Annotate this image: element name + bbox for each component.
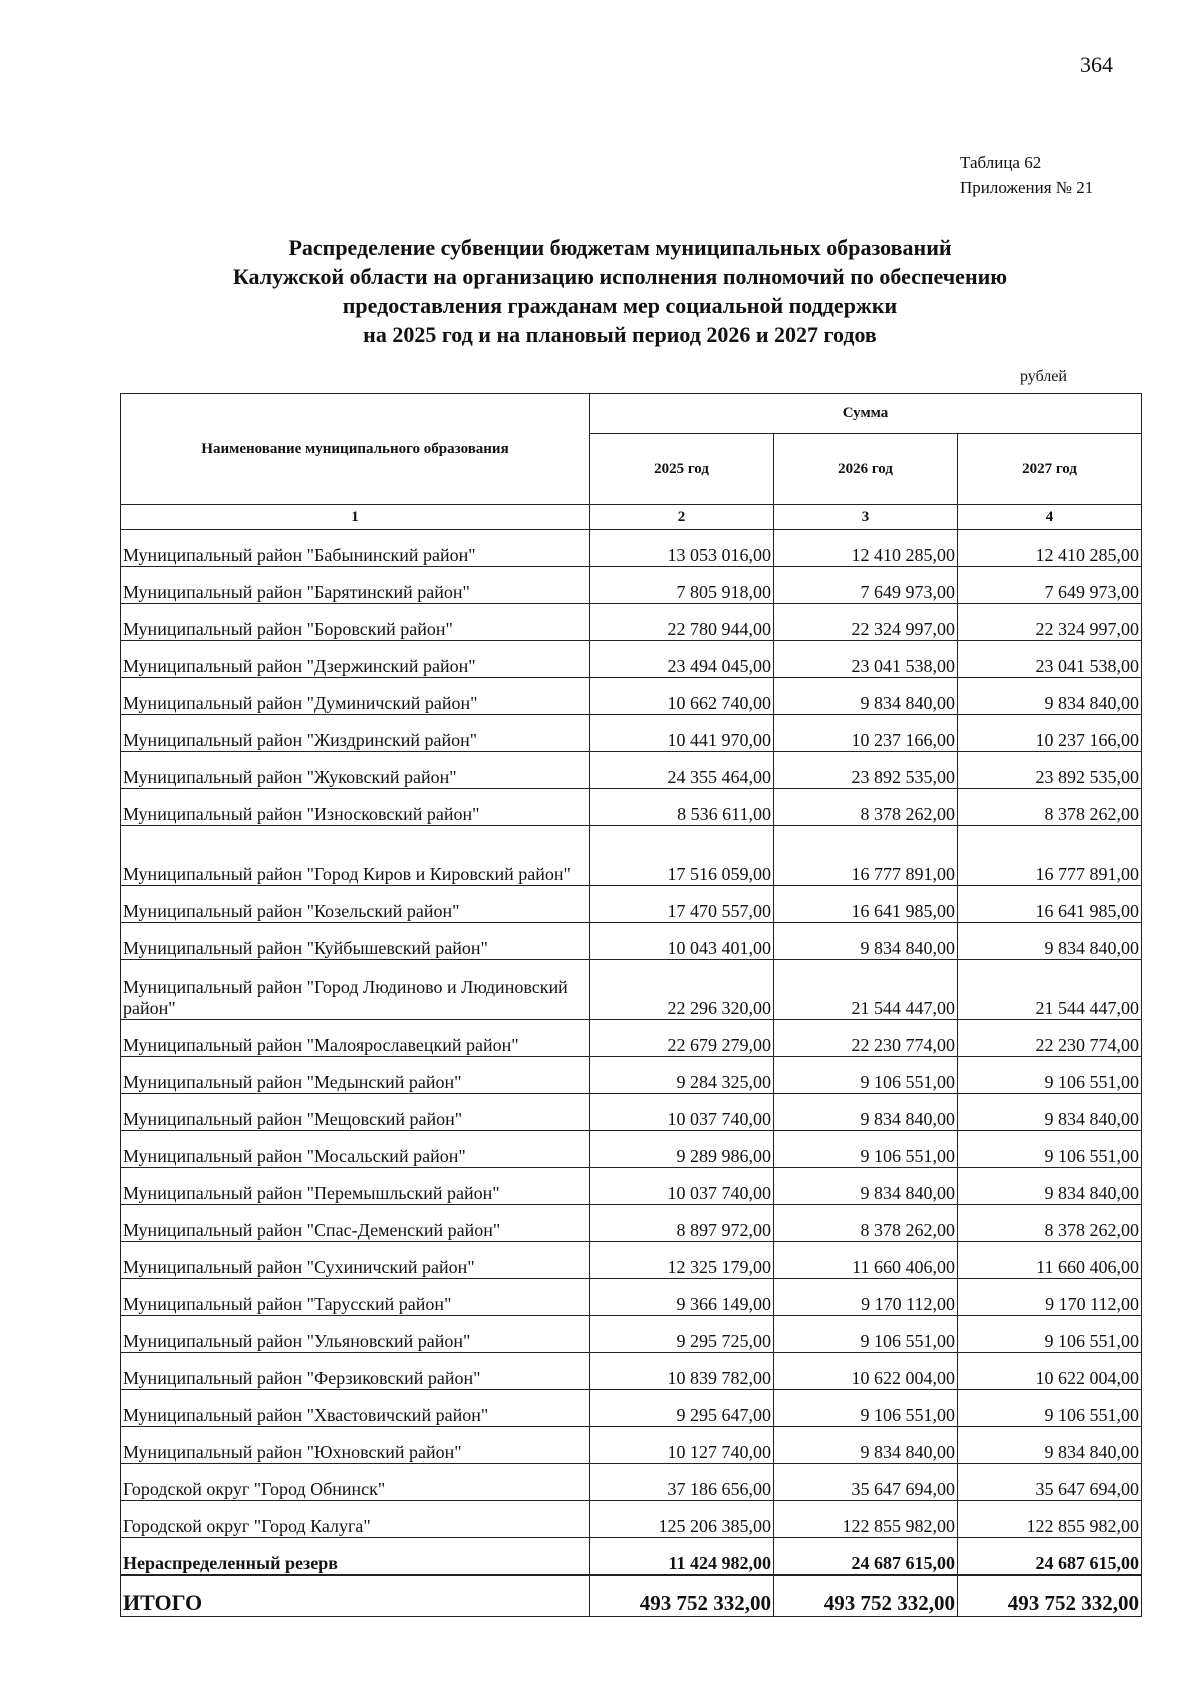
- value-2026: 7 649 973,00: [774, 567, 958, 604]
- municipality-name: Муниципальный район "Город Людиново и Людиновский район": [121, 960, 590, 1020]
- value-2026: 9 170 112,00: [774, 1279, 958, 1316]
- table-row: [121, 1168, 1142, 1205]
- municipality-name: Муниципальный район "Ульяновский район": [121, 1316, 590, 1353]
- reserve-2026: 24 687 615,00: [774, 1538, 958, 1576]
- value-2025: 10 043 401,00: [590, 923, 774, 960]
- table-row: [121, 1390, 1142, 1427]
- table-row: [121, 715, 1142, 752]
- municipality-name: Муниципальный район "Мосальский район": [121, 1131, 590, 1168]
- value-2025: 10 037 740,00: [590, 1168, 774, 1205]
- value-2025: 10 441 970,00: [590, 715, 774, 752]
- value-2025: 17 516 059,00: [590, 826, 774, 886]
- table-row: [121, 1205, 1142, 1242]
- municipality-name: Муниципальный район "Перемышльский район": [121, 1168, 590, 1205]
- column-number: 4: [958, 505, 1142, 530]
- table-row: [121, 530, 1142, 567]
- value-2025: 37 186 656,00: [590, 1464, 774, 1501]
- value-2025: 125 206 385,00: [590, 1501, 774, 1538]
- value-2026: 9 834 840,00: [774, 1427, 958, 1464]
- table-row: [121, 641, 1142, 678]
- total-row: [121, 1575, 1142, 1617]
- reserve-row: [121, 1538, 1142, 1576]
- table-row: [121, 752, 1142, 789]
- column-number: 3: [774, 505, 958, 530]
- value-2027: 12 410 285,00: [958, 530, 1142, 567]
- units-label: рублей: [1020, 368, 1067, 385]
- value-2025: 9 295 725,00: [590, 1316, 774, 1353]
- value-2027: 9 106 551,00: [958, 1316, 1142, 1353]
- value-2027: 35 647 694,00: [958, 1464, 1142, 1501]
- table-row: [121, 1501, 1142, 1538]
- table-reference-line1: Таблица 62: [960, 153, 1042, 172]
- table-row: [121, 604, 1142, 641]
- table-row: [121, 886, 1142, 923]
- value-2025: 8 897 972,00: [590, 1205, 774, 1242]
- value-2027: 23 041 538,00: [958, 641, 1142, 678]
- value-2026: 11 660 406,00: [774, 1242, 958, 1279]
- table-row: [121, 1131, 1142, 1168]
- table-row: [121, 789, 1142, 826]
- total-2027: 493 752 332,00: [958, 1575, 1142, 1617]
- subvention-table: [120, 393, 1142, 1617]
- header-sum: Сумма: [590, 394, 1142, 434]
- value-2027: 9 106 551,00: [958, 1057, 1142, 1094]
- value-2025: 9 289 986,00: [590, 1131, 774, 1168]
- value-2026: 23 892 535,00: [774, 752, 958, 789]
- value-2027: 21 544 447,00: [958, 960, 1142, 1020]
- value-2025: 23 494 045,00: [590, 641, 774, 678]
- municipality-name: Муниципальный район "Дзержинский район": [121, 641, 590, 678]
- table-row: [121, 1316, 1142, 1353]
- header-name-column: Наименование муниципального образования: [121, 394, 590, 505]
- table-row: [121, 567, 1142, 604]
- municipality-name: Городской округ "Город Калуга": [121, 1501, 590, 1538]
- value-2025: 22 296 320,00: [590, 960, 774, 1020]
- municipality-name: Муниципальный район "Хвастовичский район": [121, 1390, 590, 1427]
- table-reference: [960, 150, 1093, 200]
- value-2026: 12 410 285,00: [774, 530, 958, 567]
- value-2025: 9 284 325,00: [590, 1057, 774, 1094]
- value-2026: 122 855 982,00: [774, 1501, 958, 1538]
- value-2027: 9 170 112,00: [958, 1279, 1142, 1316]
- value-2026: 8 378 262,00: [774, 1205, 958, 1242]
- value-2027: 16 777 891,00: [958, 826, 1142, 886]
- value-2027: 23 892 535,00: [958, 752, 1142, 789]
- value-2027: 10 237 166,00: [958, 715, 1142, 752]
- municipality-name: Муниципальный район "Боровский район": [121, 604, 590, 641]
- value-2027: 10 622 004,00: [958, 1353, 1142, 1390]
- table-row: [121, 1464, 1142, 1501]
- value-2025: 8 536 611,00: [590, 789, 774, 826]
- value-2026: 9 834 840,00: [774, 678, 958, 715]
- value-2026: 35 647 694,00: [774, 1464, 958, 1501]
- total-2026: 493 752 332,00: [774, 1575, 958, 1617]
- value-2025: 10 839 782,00: [590, 1353, 774, 1390]
- municipality-name: Муниципальный район "Жиздринский район": [121, 715, 590, 752]
- municipality-name: Муниципальный район "Мещовский район": [121, 1094, 590, 1131]
- value-2026: 10 237 166,00: [774, 715, 958, 752]
- value-2027: 9 834 840,00: [958, 923, 1142, 960]
- table-row: [121, 960, 1142, 1020]
- document-title: [100, 233, 1140, 349]
- value-2025: 7 805 918,00: [590, 567, 774, 604]
- header-year-2027: 2027 год: [958, 434, 1142, 505]
- municipality-name: Муниципальный район "Износковский район": [121, 789, 590, 826]
- value-2026: 9 106 551,00: [774, 1131, 958, 1168]
- title-line-2: Калужской области на организацию исполнения полномочий по обеспечению: [232, 264, 1008, 289]
- municipality-name: Муниципальный район "Сухиничский район": [121, 1242, 590, 1279]
- municipality-name: Муниципальный район "Юхновский район": [121, 1427, 590, 1464]
- reserve-2025: 11 424 982,00: [590, 1538, 774, 1576]
- page-number: 364: [1080, 52, 1113, 77]
- value-2027: 9 834 840,00: [958, 1427, 1142, 1464]
- value-2025: 9 295 647,00: [590, 1390, 774, 1427]
- municipality-name: Муниципальный район "Жуковский район": [121, 752, 590, 789]
- value-2026: 9 834 840,00: [774, 1168, 958, 1205]
- municipality-name: Муниципальный район "Ферзиковский район": [121, 1353, 590, 1390]
- table-row: [121, 1353, 1142, 1390]
- value-2025: 10 127 740,00: [590, 1427, 774, 1464]
- value-2027: 9 106 551,00: [958, 1390, 1142, 1427]
- table-row: [121, 1427, 1142, 1464]
- municipality-name: Муниципальный район "Город Киров и Кировский район": [121, 826, 590, 886]
- value-2026: 9 834 840,00: [774, 923, 958, 960]
- column-number: 2: [590, 505, 774, 530]
- value-2027: 7 649 973,00: [958, 567, 1142, 604]
- table-row: [121, 1094, 1142, 1131]
- value-2025: 9 366 149,00: [590, 1279, 774, 1316]
- value-2025: 22 780 944,00: [590, 604, 774, 641]
- municipality-name: Муниципальный район "Бабынинский район": [121, 530, 590, 567]
- municipality-name: Муниципальный район "Спас-Деменский район": [121, 1205, 590, 1242]
- column-number: 1: [121, 505, 590, 530]
- value-2027: 22 230 774,00: [958, 1020, 1142, 1057]
- table-row: [121, 1242, 1142, 1279]
- municipality-name: Муниципальный район "Козельский район": [121, 886, 590, 923]
- value-2027: 16 641 985,00: [958, 886, 1142, 923]
- value-2026: 23 041 538,00: [774, 641, 958, 678]
- table-row: [121, 1020, 1142, 1057]
- value-2026: 22 324 997,00: [774, 604, 958, 641]
- total-2025: 493 752 332,00: [590, 1575, 774, 1617]
- municipality-name: Муниципальный район "Тарусский район": [121, 1279, 590, 1316]
- value-2026: 9 106 551,00: [774, 1390, 958, 1427]
- table-row: [121, 1057, 1142, 1094]
- value-2027: 9 834 840,00: [958, 678, 1142, 715]
- value-2025: 10 037 740,00: [590, 1094, 774, 1131]
- value-2027: 9 106 551,00: [958, 1131, 1142, 1168]
- municipality-name: Муниципальный район "Барятинский район": [121, 567, 590, 604]
- header-year-2025: 2025 год: [590, 434, 774, 505]
- value-2026: 16 641 985,00: [774, 886, 958, 923]
- title-line-4: на 2025 год и на плановый период 2026 и 2027 годов: [363, 322, 877, 347]
- value-2027: 11 660 406,00: [958, 1242, 1142, 1279]
- reserve-2027: 24 687 615,00: [958, 1538, 1142, 1576]
- table-reference-line2: Приложения № 21: [960, 178, 1094, 197]
- value-2027: 8 378 262,00: [958, 789, 1142, 826]
- value-2025: 13 053 016,00: [590, 530, 774, 567]
- title-line-3: предоставления гражданам мер социальной поддержки: [342, 293, 898, 318]
- value-2026: 16 777 891,00: [774, 826, 958, 886]
- value-2025: 10 662 740,00: [590, 678, 774, 715]
- value-2025: 24 355 464,00: [590, 752, 774, 789]
- value-2027: 9 834 840,00: [958, 1094, 1142, 1131]
- municipality-name: Муниципальный район "Думиничский район": [121, 678, 590, 715]
- header-year-2026: 2026 год: [774, 434, 958, 505]
- municipality-name: Муниципальный район "Медынский район": [121, 1057, 590, 1094]
- municipality-name: Муниципальный район "Малоярославецкий район": [121, 1020, 590, 1057]
- table-row: [121, 678, 1142, 715]
- value-2026: 8 378 262,00: [774, 789, 958, 826]
- value-2026: 21 544 447,00: [774, 960, 958, 1020]
- value-2026: 22 230 774,00: [774, 1020, 958, 1057]
- value-2026: 10 622 004,00: [774, 1353, 958, 1390]
- municipality-name: Муниципальный район "Куйбышевский район": [121, 923, 590, 960]
- value-2025: 22 679 279,00: [590, 1020, 774, 1057]
- value-2026: 9 834 840,00: [774, 1094, 958, 1131]
- value-2025: 12 325 179,00: [590, 1242, 774, 1279]
- municipality-name: Городской округ "Город Обнинск": [121, 1464, 590, 1501]
- table-row: [121, 1279, 1142, 1316]
- total-name: ИТОГО: [121, 1575, 590, 1617]
- value-2026: 9 106 551,00: [774, 1057, 958, 1094]
- table-row: [121, 826, 1142, 886]
- reserve-name: Нераспределенный резерв: [121, 1538, 590, 1576]
- value-2027: 22 324 997,00: [958, 604, 1142, 641]
- title-line-1: Распределение субвенции бюджетам муниципальных образований: [288, 235, 952, 260]
- value-2027: 9 834 840,00: [958, 1168, 1142, 1205]
- value-2026: 9 106 551,00: [774, 1316, 958, 1353]
- value-2027: 122 855 982,00: [958, 1501, 1142, 1538]
- value-2027: 8 378 262,00: [958, 1205, 1142, 1242]
- value-2025: 17 470 557,00: [590, 886, 774, 923]
- table-row: [121, 923, 1142, 960]
